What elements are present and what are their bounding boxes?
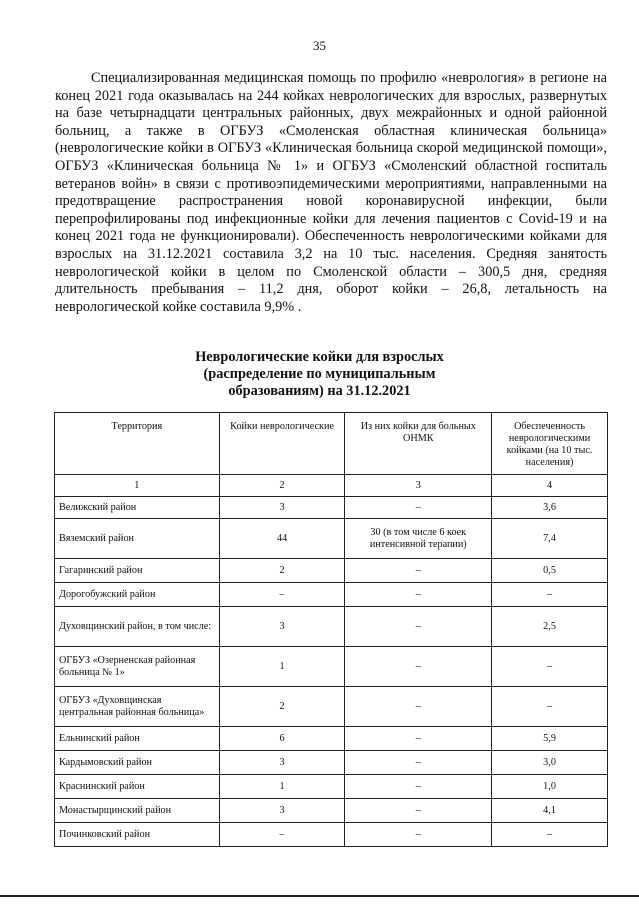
provision-cell: 3,6 bbox=[492, 497, 608, 519]
provision-cell: 7,4 bbox=[492, 519, 608, 559]
table-title-line-1: Неврологические койки для взрослых bbox=[195, 349, 444, 365]
beds-cell: 44 bbox=[219, 519, 345, 559]
beds-cell: 6 bbox=[219, 727, 345, 751]
table-row bbox=[55, 559, 608, 583]
territory-cell: Велижский район bbox=[55, 497, 220, 519]
table-row bbox=[55, 607, 608, 647]
onmk-cell: – bbox=[345, 559, 492, 583]
table-title bbox=[0, 349, 639, 400]
beds-table bbox=[54, 412, 608, 847]
table-row bbox=[55, 583, 608, 607]
beds-cell: 1 bbox=[219, 775, 345, 799]
header-neuro-beds: Койки неврологические bbox=[219, 413, 345, 475]
table-row bbox=[55, 687, 608, 727]
onmk-cell: – bbox=[345, 799, 492, 823]
provision-cell: – bbox=[492, 583, 608, 607]
provision-cell: 4,1 bbox=[492, 799, 608, 823]
table-title-line-2: (распределение по муниципальным bbox=[203, 366, 436, 382]
beds-cell: 3 bbox=[219, 799, 345, 823]
table-row bbox=[55, 519, 608, 559]
provision-cell: 5,9 bbox=[492, 727, 608, 751]
territory-cell: Кардымовский район bbox=[55, 751, 220, 775]
table-row bbox=[55, 775, 608, 799]
provision-cell: 0,5 bbox=[492, 559, 608, 583]
territory-cell: Вяземский район bbox=[55, 519, 220, 559]
territory-cell: Монастырщинский район bbox=[55, 799, 220, 823]
provision-cell: 1,0 bbox=[492, 775, 608, 799]
onmk-cell: 30 (в том числе 6 коек интенсивной терапии) bbox=[345, 519, 492, 559]
territory-cell: Духовщинский район, в том числе: bbox=[55, 607, 220, 647]
provision-cell: 3,0 bbox=[492, 751, 608, 775]
table-header-row bbox=[55, 413, 608, 475]
beds-cell: – bbox=[219, 823, 345, 847]
beds-cell: 3 bbox=[219, 607, 345, 647]
territory-cell: Дорогобужский район bbox=[55, 583, 220, 607]
beds-cell: 3 bbox=[219, 497, 345, 519]
onmk-cell: – bbox=[345, 775, 492, 799]
onmk-cell: – bbox=[345, 687, 492, 727]
table-row bbox=[55, 799, 608, 823]
onmk-cell: – bbox=[345, 497, 492, 519]
beds-cell: 2 bbox=[219, 559, 345, 583]
territory-cell: Краснинский район bbox=[55, 775, 220, 799]
header-onmk-beds: Из них койки для больных ОНМК bbox=[345, 413, 492, 475]
onmk-cell: – bbox=[345, 751, 492, 775]
column-number: 2 bbox=[219, 475, 345, 497]
page-number: 35 bbox=[313, 38, 326, 53]
territory-cell: ОГБУЗ «Озерненская районная больница № 1» bbox=[55, 647, 220, 687]
table-row bbox=[55, 751, 608, 775]
territory-cell: Ельнинский район bbox=[55, 727, 220, 751]
column-number: 1 bbox=[55, 475, 220, 497]
table-row bbox=[55, 647, 608, 687]
onmk-cell: – bbox=[345, 647, 492, 687]
provision-cell: 2,5 bbox=[492, 607, 608, 647]
beds-cell: – bbox=[219, 583, 345, 607]
beds-cell: 1 bbox=[219, 647, 345, 687]
table-row bbox=[55, 727, 608, 751]
onmk-cell: – bbox=[345, 823, 492, 847]
onmk-cell: – bbox=[345, 583, 492, 607]
territory-cell: Гагаринский район bbox=[55, 559, 220, 583]
header-provision: Обеспеченность неврологическими койками (на 10 тыс. населения) bbox=[492, 413, 608, 475]
column-number: 4 bbox=[492, 475, 608, 497]
bottom-rule bbox=[0, 895, 639, 897]
provision-cell: – bbox=[492, 687, 608, 727]
table-row bbox=[55, 823, 608, 847]
territory-cell: Починковский район bbox=[55, 823, 220, 847]
beds-cell: 2 bbox=[219, 687, 345, 727]
table-row bbox=[55, 497, 608, 519]
table-title-line-3: образованиям) на 31.12.2021 bbox=[228, 383, 411, 399]
territory-cell: ОГБУЗ «Духовщинская центральная районная больница» bbox=[55, 687, 220, 727]
header-territory: Территория bbox=[55, 413, 220, 475]
onmk-cell: – bbox=[345, 727, 492, 751]
column-number: 3 bbox=[345, 475, 492, 497]
provision-cell: – bbox=[492, 647, 608, 687]
body-paragraph: Специализированная медицинская помощь по профилю «неврология» в регионе на конец 2021 года оказывалась на 244 койках неврологических для взрослых, развернутых на базе четырнадцати центральных районных, двух межрайонных и одной районной больниц, а также в ОГБУЗ «Смоленская областная клиническая больница» (неврологические койки в ОГБУЗ «Клиническая больница скорой медицинской помощи», ОГБУЗ «Клиническая больница № 1» и ОГБУЗ «Смоленский областной госпиталь ветеранов войн» в связи с противоэпидемическими мероприятиями, направленными на предотвращение распространения новой коронавирусной инфекции, были перепрофилированы под инфекционные койки для лечения пациентов с Covid-19 и на конец 2021 года не функционировали). Обеспеченность неврологическими койками для взрослых на 31.12.2021 составила 3,2 на 10 тыс. населения. Средняя занятость неврологической койки в целом по Смоленской области – 300,5 дня, средняя длительность пребывания – 11,2 дня, оборот койки – 26,8, летальность на неврологической койке составила 9,9% . bbox=[55, 70, 607, 315]
provision-cell: – bbox=[492, 823, 608, 847]
beds-cell: 3 bbox=[219, 751, 345, 775]
onmk-cell: – bbox=[345, 607, 492, 647]
table-numbering-row bbox=[55, 475, 608, 497]
